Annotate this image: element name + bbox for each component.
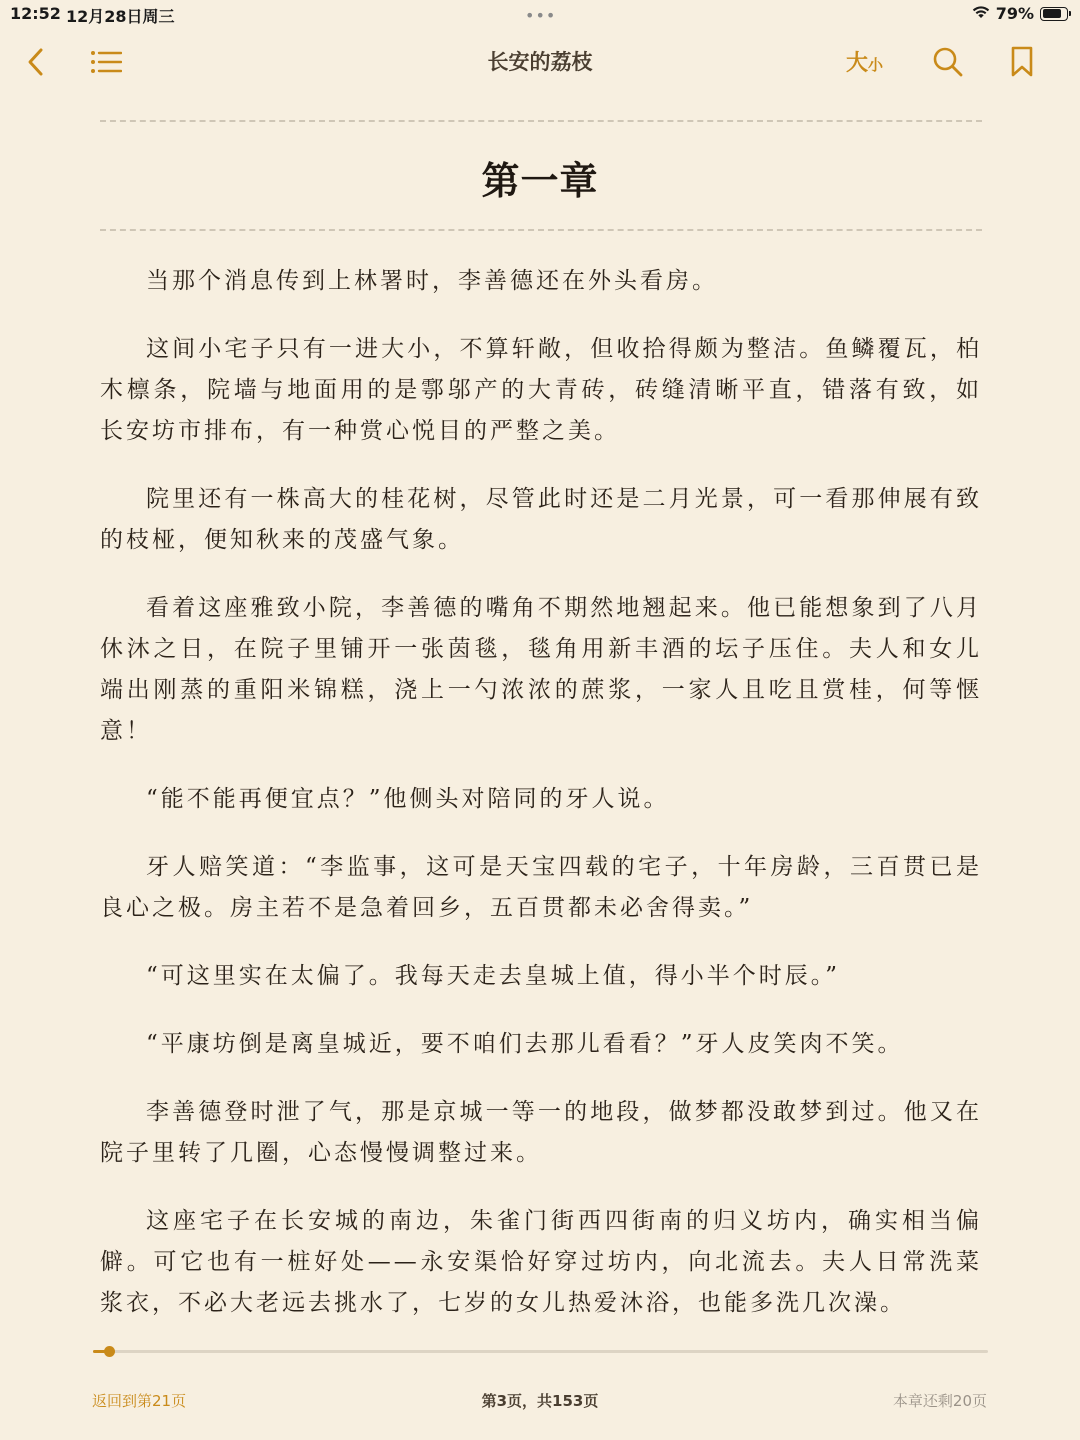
search-button[interactable] (928, 42, 968, 82)
back-to-page-link[interactable]: 返回到第21页 (92, 1392, 187, 1410)
font-size-big-label: 大 (846, 51, 869, 76)
chapter-divider-bottom (100, 229, 982, 231)
paragraph: 院里还有一株高大的桂花树，尽管此时还是二月光景，可一看那伸展有致的枝桠，便知秋来的茂盛气象。 (100, 486, 982, 553)
wifi-icon (972, 4, 990, 23)
progress-knob[interactable] (104, 1346, 115, 1357)
book-title: 长安的荔枝 (487, 50, 593, 74)
font-size-small-label: 小 (868, 56, 884, 74)
multitasking-dots[interactable]: ••• (525, 6, 557, 25)
paragraph: 看着这座雅致小院，李善德的嘴角不期然地翘起来。他已能想象到了八月休沐之日，在院子里铺开一张茵毯，毯角用新丰酒的坛子压住。夫人和女儿端出刚蒸的重阳米锦糕，浇上一勺浓浓的蔗浆，一家人且吃且赏桂，何等惬意！ (100, 595, 982, 744)
status-time: 12:52 (10, 4, 61, 23)
paragraph: 这间小宅子只有一进大小，不算轩敞，但收拾得颇为整洁。鱼鳞覆瓦，柏木檩条，院墙与地面用的是鄠邬产的大青砖，砖缝清晰平直，错落有致，如长安坊市排布，有一种赏心悦目的严整之美。 (100, 336, 982, 444)
page-indicator: 第3页，共153页 (481, 1392, 599, 1410)
battery-level (1043, 9, 1061, 18)
chapter-pages-remaining: 本章还剩20页 (892, 1392, 987, 1410)
chapter-content (100, 261, 982, 1351)
chapter-title: 第一章 (481, 159, 599, 203)
status-indicators (972, 4, 1068, 23)
reader-toolbar (0, 36, 1080, 86)
chapter-divider-top (100, 120, 982, 122)
reading-progress-slider[interactable] (93, 1350, 988, 1353)
bookmark-button[interactable] (1002, 42, 1042, 82)
status-date: 12月28日周三 (66, 7, 175, 26)
paragraph: “平康坊倒是离皇城近，要不咱们去那儿看看？”牙人皮笑肉不笑。 (146, 1031, 904, 1057)
paragraph: 这座宅子在长安城的南边，朱雀门街西四街南的归义坊内，确实相当偏僻。可它也有一桩好处——永安渠恰好穿过坊内，向北流去。夫人日常洗菜浆衣，不必大老远去挑水了，七岁的女儿热爱沐浴，也能多洗几次澡。 (100, 1208, 982, 1316)
status-bar (0, 0, 1080, 30)
battery-icon (1040, 7, 1068, 21)
battery-percent: 79% (995, 4, 1034, 23)
search-icon (932, 46, 964, 78)
font-size-button[interactable] (846, 46, 883, 77)
paragraph: “可这里实在太偏了。我每天走去皇城上值，得小半个时辰。” (146, 963, 841, 989)
paragraph: 李善德登时泄了气，那是京城一等一的地段，做梦都没敢梦到过。他又在院子里转了几圈，心态慢慢调整过来。 (100, 1099, 982, 1166)
bookmark-icon (1010, 46, 1034, 78)
paragraph: 当那个消息传到上林署时，李善德还在外头看房。 (146, 268, 718, 294)
paragraph: 牙人赔笑道：“李监事，这可是天宝四载的宅子，十年房龄，三百贯已是良心之极。房主若不是急着回乡，五百贯都未必舍得卖。” (100, 854, 982, 921)
paragraph: “能不能再便宜点？”他侧头对陪同的牙人说。 (146, 786, 670, 812)
